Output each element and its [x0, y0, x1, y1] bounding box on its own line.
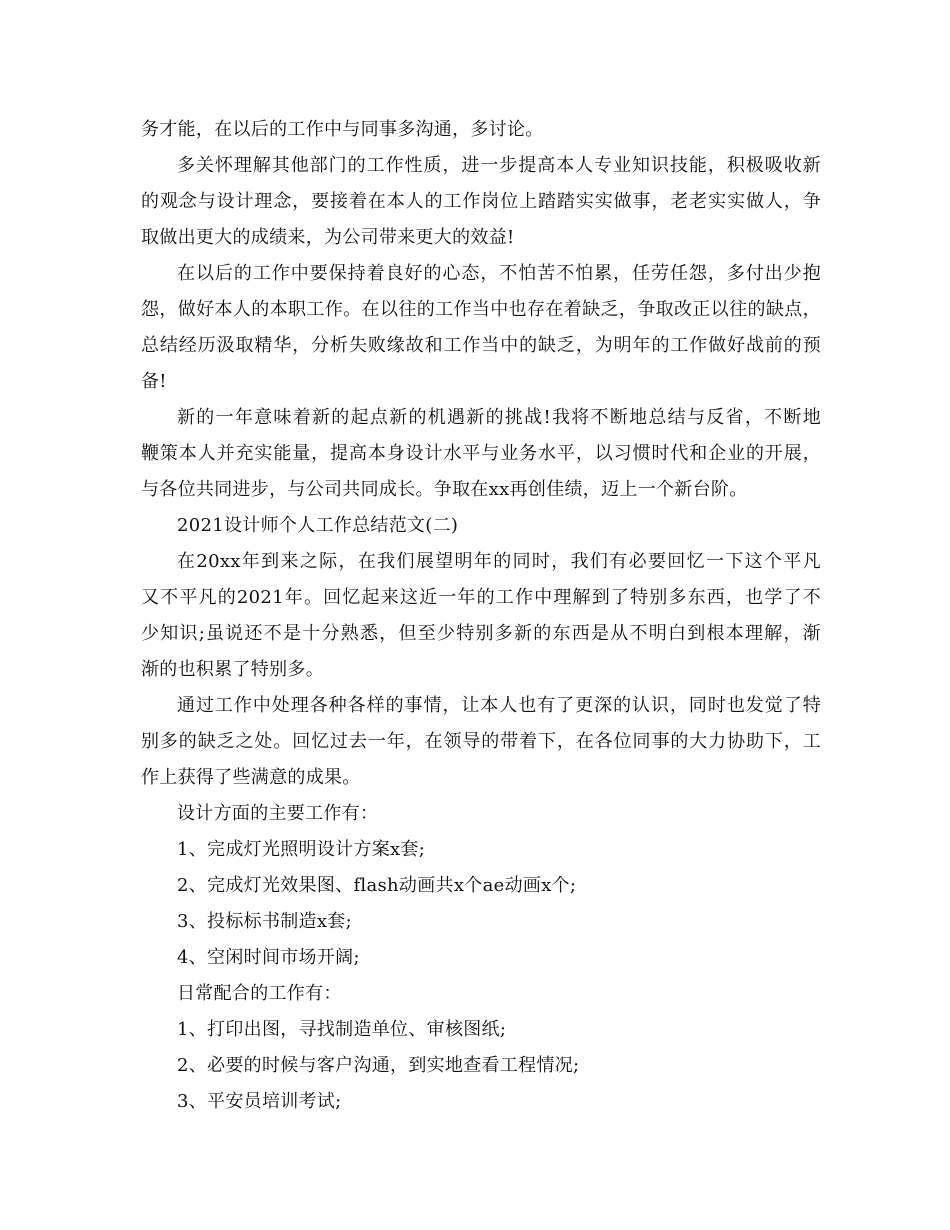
paragraph-line: 少知识;虽说还不是十分熟悉，但至少特别多新的东西是从不明白到根本理解，渐 [141, 623, 821, 644]
paragraph-line: 在以后的工作中要保持着良好的心态，不怕苦不怕累，任劳任怨，多付出少抱 [177, 263, 821, 284]
paragraph-line: 怨，做好本人的本职工作。在以往的工作当中也存在着缺乏，争取改正以往的缺点， [141, 299, 821, 320]
paragraph-line: 别多的缺乏之处。回忆过去一年，在领导的带着下，在各位同事的大力协助下，工 [141, 731, 821, 752]
paragraph [141, 1012, 821, 1048]
paragraph-line: 的观念与设计理念，要接着在本人的工作岗位上踏踏实实做事，老老实实做人，争 [141, 191, 821, 212]
paragraph-line: 作上获得了些满意的成果。 [141, 767, 361, 788]
paragraph-line: 2、必要的时候与客户沟通，到实地查看工程情况; [177, 1055, 580, 1076]
paragraph-line: 新的一年意味着新的起点新的机遇新的挑战!我将不断地总结与反省，不断地 [177, 407, 821, 428]
paragraph [141, 796, 821, 832]
paragraph-line: 取做出更大的成绩来，为公司带来更大的效益! [141, 227, 515, 248]
paragraph-line: 2021设计师个人工作总结范文(二) [177, 515, 459, 536]
paragraph-line: 又不平凡的2021年。回忆起来这近一年的工作中理解到了特别多东西，也学了不 [141, 587, 821, 608]
paragraph [141, 544, 821, 688]
document-body [141, 112, 821, 1120]
paragraph [141, 1084, 821, 1120]
paragraph [141, 1048, 821, 1084]
paragraph-line: 在20xx年到来之际，在我们展望明年的同时，我们有必要回忆一下这个平凡 [177, 551, 821, 572]
paragraph-line: 4、空闲时间市场开阔; [177, 947, 360, 968]
paragraph-line: 鞭策本人并充实能量，提高本身设计水平与业务水平，以习惯时代和企业的开展， [141, 443, 821, 464]
paragraph-line: 多关怀理解其他部门的工作性质，进一步提高本人专业知识技能，积极吸收新 [177, 155, 821, 176]
paragraph-line: 3、平安员培训考试; [177, 1091, 342, 1112]
paragraph [141, 976, 821, 1012]
paragraph [141, 940, 821, 976]
paragraph [141, 256, 821, 400]
paragraph [141, 688, 821, 796]
paragraph-line: 设计方面的主要工作有： [177, 803, 379, 824]
paragraph-line: 1、完成灯光照明设计方案x套; [177, 839, 426, 860]
paragraph [141, 400, 821, 508]
paragraph-line: 日常配合的工作有： [177, 983, 342, 1004]
paragraph-line: 1、打印出图，寻找制造单位、审核图纸; [177, 1019, 507, 1040]
paragraph [141, 832, 821, 868]
paragraph-line: 备! [141, 371, 167, 392]
paragraph-line: 务才能，在以后的工作中与同事多沟通，多讨论。 [141, 119, 544, 140]
paragraph-line: 与各位共同进步，与公司共同成长。争取在xx再创佳绩，迈上一个新台阶。 [141, 479, 748, 500]
paragraph [141, 508, 821, 544]
paragraph-line: 渐的也积累了特别多。 [141, 659, 324, 680]
paragraph [141, 148, 821, 256]
paragraph-line: 总结经历汲取精华，分析失败缘故和工作当中的缺乏，为明年的工作做好战前的预 [141, 335, 821, 356]
paragraph [141, 112, 821, 148]
paragraph-line: 通过工作中处理各种各样的事情，让本人也有了更深的认识，同时也发觉了特 [177, 695, 821, 716]
paragraph [141, 904, 821, 940]
paragraph-line: 3、投标标书制造x套; [177, 911, 352, 932]
paragraph-line: 2、完成灯光效果图、flash动画共x个ae动画x个; [177, 875, 577, 896]
paragraph [141, 868, 821, 904]
